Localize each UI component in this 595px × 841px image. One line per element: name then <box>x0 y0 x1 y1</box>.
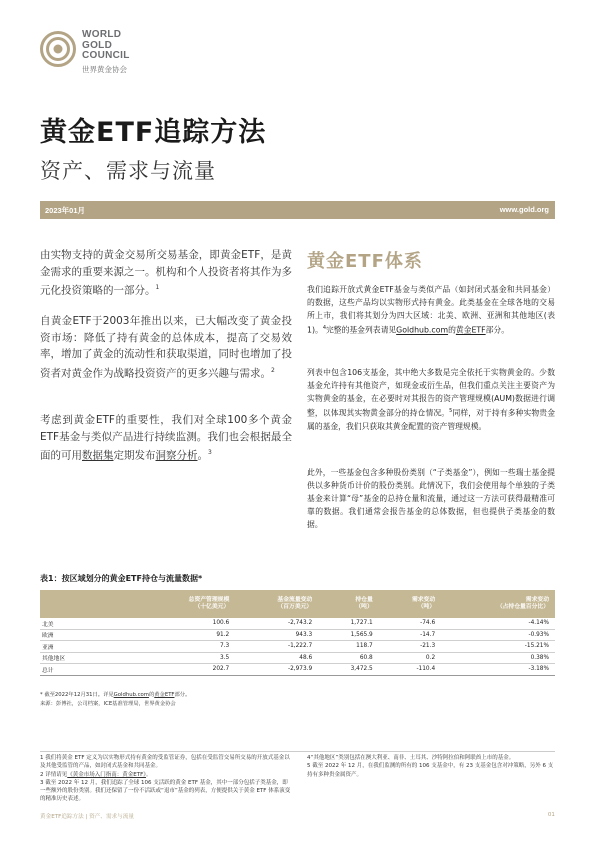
insights-link[interactable]: 洞察分析 <box>155 449 198 462</box>
aum-cell: 202.7 <box>142 664 235 676</box>
table-goldhub-link[interactable]: Goldhub.com <box>113 692 149 698</box>
table-etf-link[interactable]: 黄金ETF <box>154 692 175 698</box>
intro-paragraph-1: 由实物支持的黄金交易所交易基金，即黄金ETF，是黄金需求的重要来源之一。机构和个人投资者将其作为多元化投资策略的一部分。$^1$ <box>40 249 292 297</box>
table-row <box>40 641 555 653</box>
primer-link[interactable]: 《黄金市场入门指南：黄金ETF》 <box>67 771 146 778</box>
demand-cell: 0.2 <box>379 652 441 664</box>
table-row <box>40 629 555 641</box>
logo-cn-name: 世界黄金协会 <box>82 65 127 74</box>
table-header <box>40 590 142 618</box>
section-paragraph-3: 此外，一些基金包含多种股份类别（“子类基金”），例如一些瑞士基金提供以多种货币计价的股份类别。此情况下，我们会使用每个单独的子类基金来计算“母”基金的总持仓量和流量，通过这一方法可获得最精准可靠的数据。我们通常会报告基金的总体数据，但也提供子类基金的数据。 <box>307 468 555 530</box>
footnotes-left <box>40 754 292 804</box>
demand-cell: -74.6 <box>379 618 441 629</box>
footnotes-right <box>307 754 555 779</box>
table-header: 总资产管理规模 （十亿美元） <box>188 596 230 610</box>
footnote-1: 1 我们将黄金 ETF 定义为以实物形式持有黄金的受监管证券，包括在受监管交易所交易的开放式基金以及其他受监管的产品，如封闭式基金和共同基金。 <box>40 755 290 770</box>
footnote-2: 2 详情请见《黄金市场入门指南：黄金ETF》。 <box>40 771 152 778</box>
aum-cell: 3.5 <box>142 652 235 664</box>
holdings-cell: 3,472.5 <box>318 664 379 676</box>
footnote-divider <box>40 751 555 752</box>
aum-cell: 91.2 <box>142 629 235 641</box>
demand-cell: -21.3 <box>379 641 441 653</box>
goldhub-link[interactable]: Goldhub.com <box>396 325 449 335</box>
holdings-cell: 60.8 <box>318 652 379 664</box>
flow-cell: 48.6 <box>235 652 318 664</box>
table-row <box>40 618 555 629</box>
section-heading: 黄金ETF体系 <box>307 251 423 272</box>
table-note: * 截至2022年12月31日。详见Goldhub.com的黄金ETF部分。 <box>40 692 191 698</box>
region-cell: 北美 <box>40 618 142 629</box>
table-header: 需求变动 （占持仓量百分比） <box>496 596 549 610</box>
footnote-4: 4“其他地区”类别包括在澳大利亚、南非、土耳其、沙特阿拉伯和阿联酋上市的基金。 <box>307 755 515 761</box>
dataset-link[interactable]: 数据集 <box>82 449 114 462</box>
holdings-cell: 118.7 <box>318 641 379 653</box>
flow-cell: -2,973.9 <box>235 664 318 676</box>
aum-cell: 100.6 <box>142 618 235 629</box>
footnote-3: 3 截至 2022 年 12 月，我们追踪了全球 106 支活跃的黄金 ETF 基金，其中一部分包括子类基金，即一些额外的股份类别。我们还保留了一份不活跃或“退市”基金的列表，方便提供关于黄金 ETF 体系演变的精准历史表述。 <box>40 779 291 803</box>
region-cell: 其他地区 <box>40 652 142 664</box>
etf-region-table <box>40 590 555 676</box>
pct-cell: -3.18% <box>441 664 555 676</box>
table-source: 来源：彭博社，公司档案，ICE基准管理局，世界黄金协会 <box>40 701 176 707</box>
wgc-emblem-icon <box>40 31 76 67</box>
section-paragraph-1: 我们追踪开放式黄金ETF基金与类似产品（如封闭式基金和共同基金）的数据，这些产品均以实物形式持有黄金。此类基金在全球各地的交易所上市，我们将其划分为四大区域：北美、欧洲、亚洲和其他地区(表1)。$^4$完整的基金列表请见Goldhub.com的黄金ETF部分。 <box>307 285 555 335</box>
demand-cell: -14.7 <box>379 629 441 641</box>
flow-cell: -2,743.2 <box>235 618 318 629</box>
region-cell: 亚洲 <box>40 641 142 653</box>
holdings-cell: 1,565.9 <box>318 629 379 641</box>
page-subtitle: 资产、需求与流量 <box>40 159 216 183</box>
footnote-5: 5 截至 2022 年 12 月，在我们监测的所有的 106 支基金中，有 23 支基金包含对冲策略，另外 6 支持有多种贵金属资产。 <box>307 763 554 778</box>
intro-paragraph-3: 考虑到黄金ETF的重要性，我们对全球100多个黄金ETF基金与类似产品进行持续监测。我们也会根据最全面的可用数据集定期发布洞察分析。$^3$ <box>40 414 292 462</box>
logo-wordmark: WORLD GOLD COUNCIL <box>82 29 130 61</box>
aum-cell: 7.3 <box>142 641 235 653</box>
table-row <box>40 652 555 664</box>
flow-cell: 943.3 <box>235 629 318 641</box>
pct-cell: -15.21% <box>441 641 555 653</box>
table-header-row <box>40 590 555 618</box>
demand-cell: -110.4 <box>379 664 441 676</box>
gold-etf-link[interactable]: 黄金ETF <box>455 325 486 335</box>
pct-cell: -4.14% <box>441 618 555 629</box>
table-header: 基金流量变动 （百万美元） <box>277 596 313 610</box>
table-caption: 表1：按区域划分的黄金ETF持仓与流量数据* <box>40 574 203 583</box>
region-cell: 总计 <box>40 664 142 676</box>
section-paragraph-2: 列表中包含106支基金，其中绝大多数是完全依托于实物黄金的。少数基金允许持有其他资产，如现金或衍生品，但我们重点关注主要资产为实物黄金的基金，在必要时对其报告的资产管理规模(AUM)数据进行调整，以体现其实物黄金部分的持仓情况。$^5$同样，对于持有多种实物贵金属的基金，我们只获取其黄金配置的资产管理规模。 <box>307 368 556 431</box>
page-number: 01 <box>547 812 555 818</box>
region-cell: 欧洲 <box>40 629 142 641</box>
intro-paragraph-2: 自黄金ETF于2003年推出以来，已大幅改变了黄金投资市场：降低了持有黄金的总体成本，提高了交易效率，增加了黄金的流动性和获取渠道，同时也增加了投资者对黄金作为战略投资资产的更多兴趣与需求。$^2$ <box>40 315 292 380</box>
table-header: 持仓量 （吨） <box>355 596 373 610</box>
website-link[interactable]: www.gold.org <box>499 205 549 214</box>
page-title: 黄金ETF追踪方法 <box>40 117 267 148</box>
publish-date: 2023年01月 <box>45 206 86 215</box>
date-band <box>40 201 555 219</box>
footer-title: 黄金ETF追踪方法 | 资产、需求与流量 <box>40 814 134 820</box>
table-total-row <box>40 664 555 676</box>
pct-cell: 0.38% <box>441 652 555 664</box>
table-header: 需求变动 （吨） <box>411 596 436 610</box>
flow-cell: -1,222.7 <box>235 641 318 653</box>
holdings-cell: 1,727.1 <box>318 618 379 629</box>
wgc-logo <box>40 31 180 81</box>
pct-cell: -0.93% <box>441 629 555 641</box>
